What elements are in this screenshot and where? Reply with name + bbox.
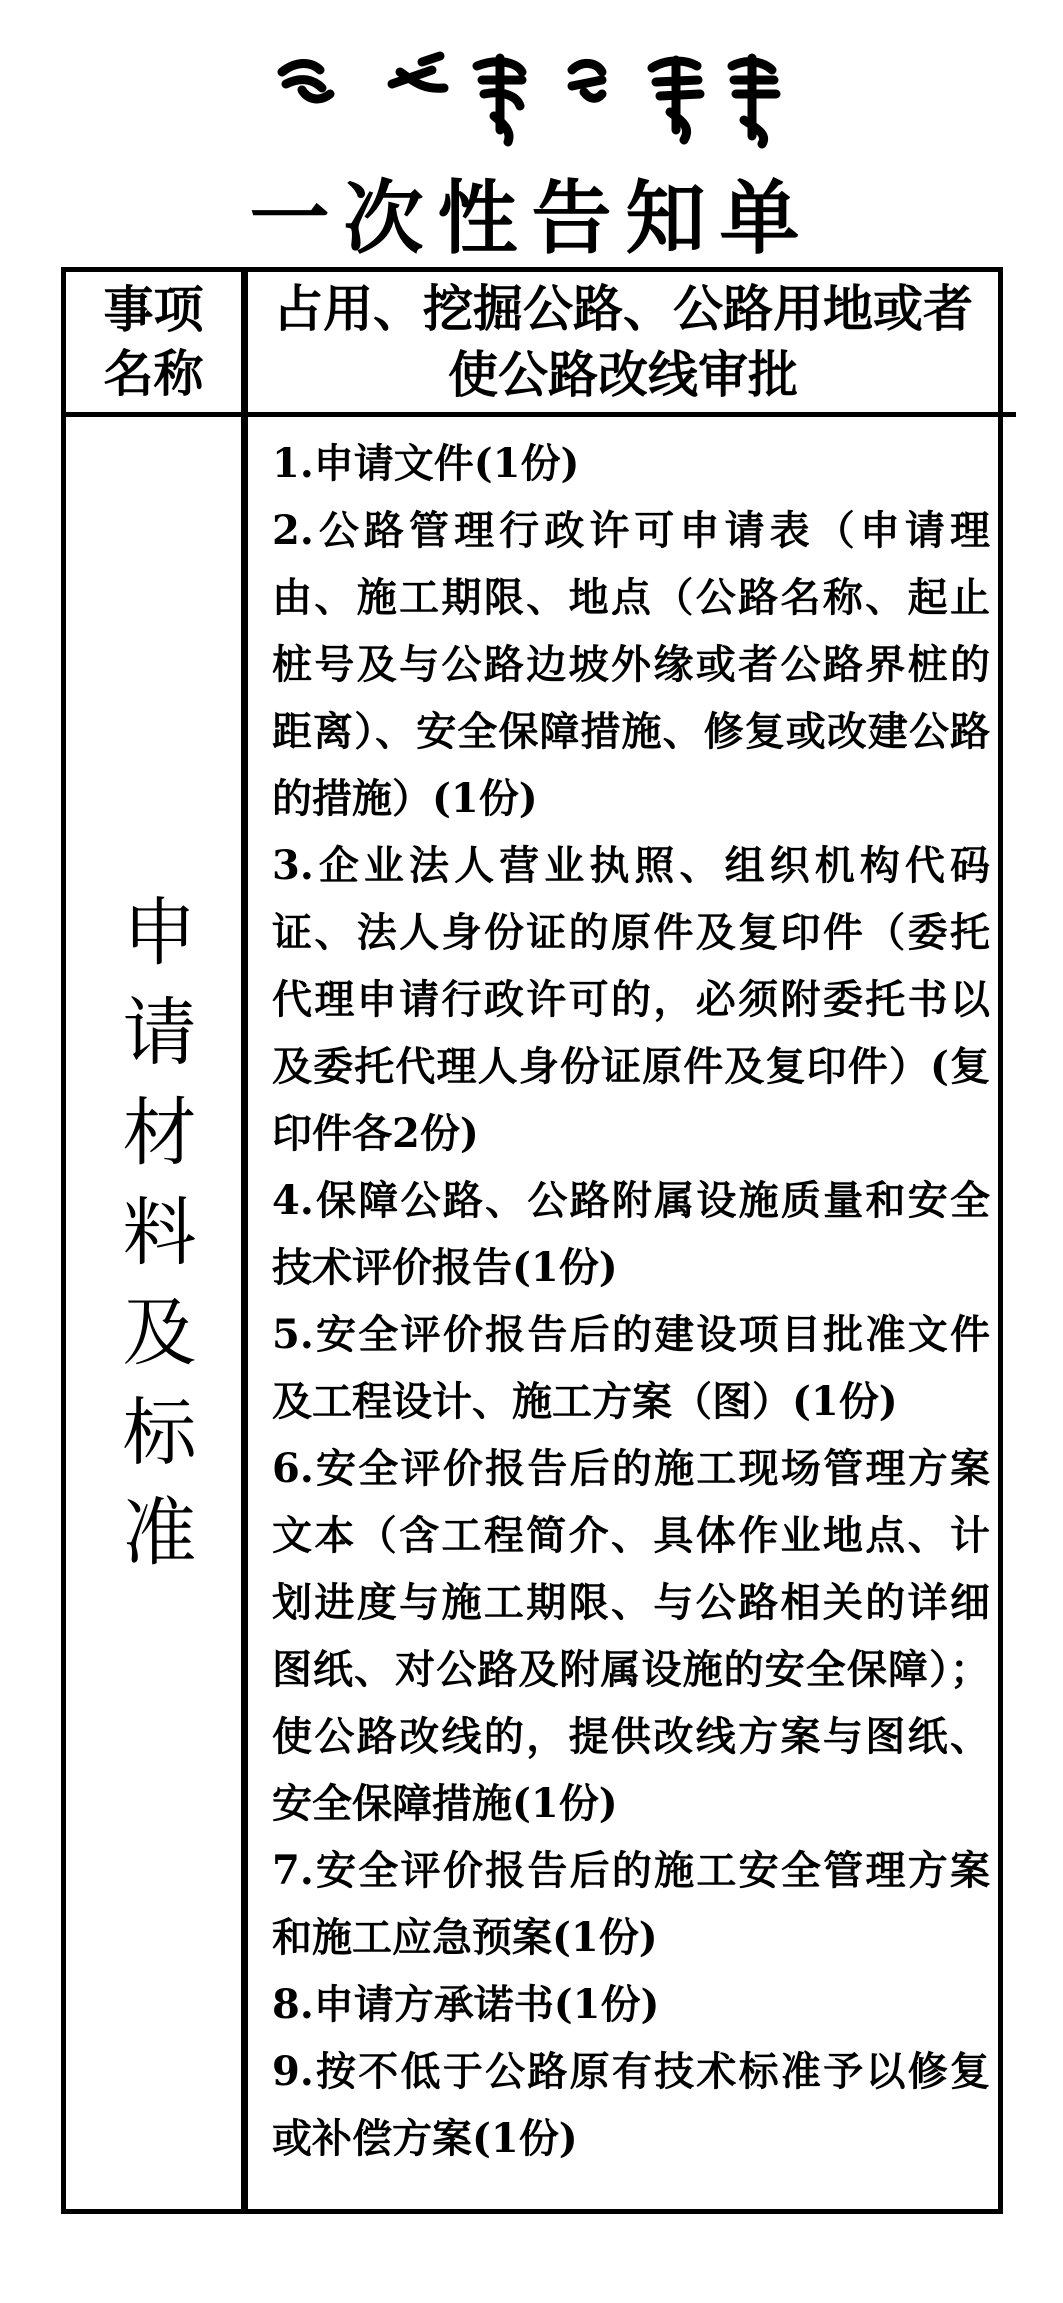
material-item: 7.安全评价报告后的施工安全管理方案和施工应急预案(1份) [272, 1847, 990, 1961]
material-item: 3.企业法人营业执照、组织机构代码证、法人身份证的原件及复印件（委托代理申请行政许可的，必须附委托书以及委托代理人身份证原件及复印件）(复印件各2份) [272, 842, 990, 1157]
material-item: 9.按不低于公路原有技术标准予以修复或补偿方案(1份) [272, 2048, 990, 2162]
item-name-label-cell [66, 272, 241, 412]
item-name-value-cell [248, 272, 998, 412]
materials-label-cell [66, 417, 241, 2209]
mongolian-script-header [0, 50, 1063, 155]
material-item: 8.申请方承诺书(1份) [272, 1981, 660, 2028]
materials-list [272, 430, 990, 2172]
item-name-value: 占用、挖掘公路、公路用地或者使公路改线审批 [273, 279, 973, 404]
column-divider [241, 272, 248, 2209]
material-item: 4.保障公路、公路附属设施质量和安全技术评价报告(1份) [272, 1177, 990, 1291]
material-item: 2.公路管理行政许可申请表（申请理由、施工期限、地点（公路名称、起止桩号及与公路边坡外缘或者公路界桩的距离）、安全保障措施、修复或改建公路的措施）(1份) [272, 507, 990, 822]
material-item: 1.申请文件(1份) [272, 440, 580, 487]
material-item: 5.安全评价报告后的建设项目批准文件及工程设计、施工方案（图）(1份) [272, 1311, 990, 1425]
mongolian-script-logo [272, 50, 792, 150]
notice-table [61, 267, 1003, 2214]
page-title: 一次性告知单 [249, 171, 814, 265]
materials-label: 申请材料及标准 [110, 893, 197, 1593]
material-item: 6.安全评价报告后的施工现场管理方案文本（含工程简介、具体作业地点、计划进度与施工期限、与公路相关的详细图纸、对公路及附属设施的安全保障）；使公路改线的，提供改线方案与图纸、安全保障措施(1份) [272, 1445, 990, 1827]
item-name-label: 事项名称 [103, 280, 204, 403]
